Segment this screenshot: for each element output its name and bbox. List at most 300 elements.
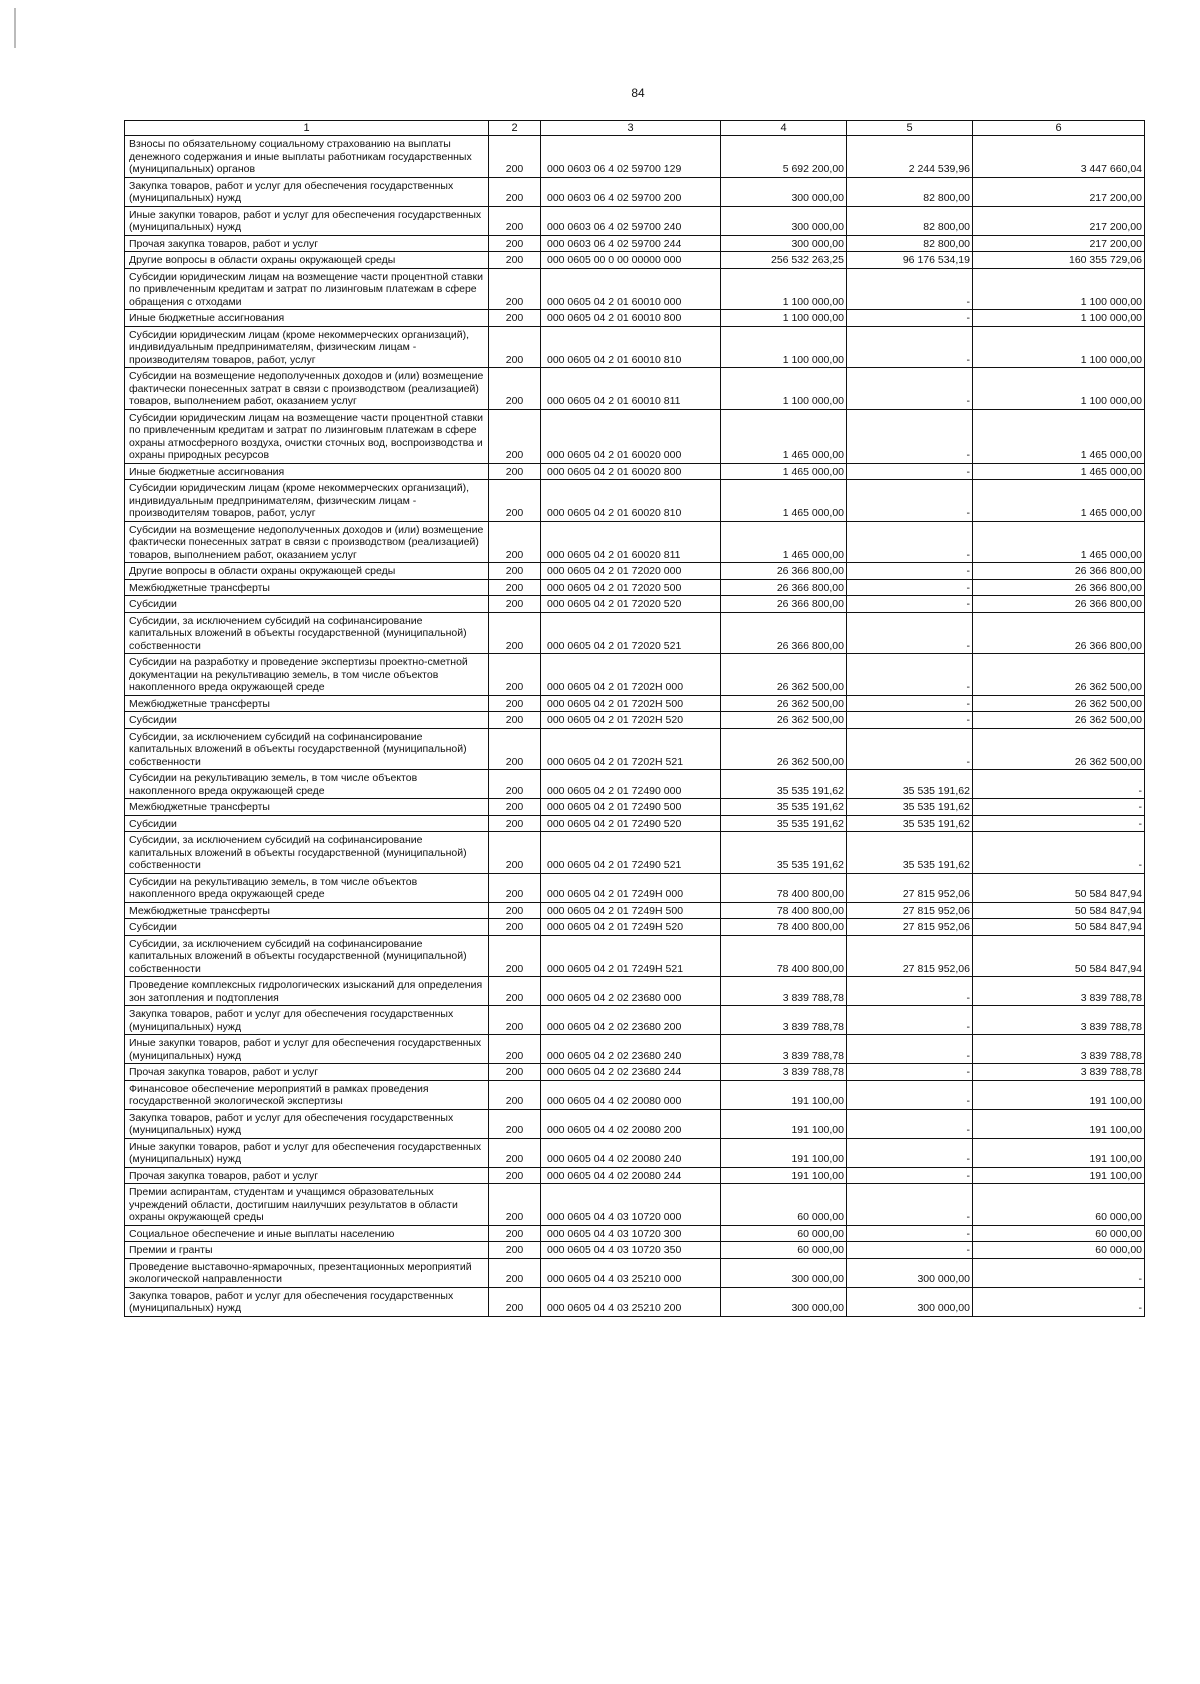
row-budget-classification-code: 000 0605 04 2 01 60020 811 bbox=[541, 521, 721, 563]
row-budget-classification-code: 000 0605 04 2 01 72020 500 bbox=[541, 579, 721, 596]
row-budget-classification-code: 000 0605 04 4 03 25210 200 bbox=[541, 1287, 721, 1316]
row-executed-amount: - bbox=[847, 1064, 973, 1081]
row-description: Прочая закупка товаров, работ и услуг bbox=[125, 235, 489, 252]
table-row bbox=[125, 832, 1145, 874]
row-executed-amount: - bbox=[847, 695, 973, 712]
row-executed-amount: 27 815 952,06 bbox=[847, 873, 973, 902]
table-row bbox=[125, 579, 1145, 596]
table-row bbox=[125, 1138, 1145, 1167]
table-row bbox=[125, 1109, 1145, 1138]
row-budget-classification-code: 000 0603 06 4 02 59700 244 bbox=[541, 235, 721, 252]
row-unexecuted-amount: 3 839 788,78 bbox=[973, 1064, 1145, 1081]
column-header: 3 bbox=[541, 121, 721, 136]
row-executed-amount: - bbox=[847, 326, 973, 368]
row-line-code: 200 bbox=[489, 596, 541, 613]
row-description: Субсидии юридическим лицам на возмещение части процентной ставки по привлеченным кредитам и затрат по лизинговым платежам в сфере охраны атмосферного воздуха, очистки сточных вод, воспроизводства и охраны природных ресурсов bbox=[125, 409, 489, 463]
row-executed-amount: - bbox=[847, 654, 973, 696]
row-approved-amount: 35 535 191,62 bbox=[721, 815, 847, 832]
table-body bbox=[125, 136, 1145, 1317]
row-line-code: 200 bbox=[489, 1035, 541, 1064]
row-executed-amount: - bbox=[847, 268, 973, 310]
table-row bbox=[125, 654, 1145, 696]
row-budget-classification-code: 000 0605 04 2 01 60010 811 bbox=[541, 368, 721, 410]
row-budget-classification-code: 000 0605 04 2 01 7249Н 000 bbox=[541, 873, 721, 902]
row-unexecuted-amount: 1 100 000,00 bbox=[973, 368, 1145, 410]
row-description: Финансовое обеспечение мероприятий в рамках проведения государственной экологической экспертизы bbox=[125, 1080, 489, 1109]
row-approved-amount: 191 100,00 bbox=[721, 1138, 847, 1167]
row-approved-amount: 5 692 200,00 bbox=[721, 136, 847, 178]
row-unexecuted-amount: 1 465 000,00 bbox=[973, 409, 1145, 463]
row-approved-amount: 256 532 263,25 bbox=[721, 252, 847, 269]
row-line-code: 200 bbox=[489, 1064, 541, 1081]
row-executed-amount: - bbox=[847, 1080, 973, 1109]
row-approved-amount: 26 366 800,00 bbox=[721, 563, 847, 580]
row-unexecuted-amount: 160 355 729,06 bbox=[973, 252, 1145, 269]
row-line-code: 200 bbox=[489, 919, 541, 936]
row-approved-amount: 300 000,00 bbox=[721, 235, 847, 252]
row-description: Закупка товаров, работ и услуг для обеспечения государственных (муниципальных) нужд bbox=[125, 1287, 489, 1316]
row-approved-amount: 300 000,00 bbox=[721, 1258, 847, 1287]
row-budget-classification-code: 000 0605 04 2 01 72020 521 bbox=[541, 612, 721, 654]
row-line-code: 200 bbox=[489, 695, 541, 712]
row-description: Субсидии, за исключением субсидий на софинансирование капитальных вложений в объекты государственной (муниципальной) собственности bbox=[125, 935, 489, 977]
row-line-code: 200 bbox=[489, 177, 541, 206]
row-line-code: 200 bbox=[489, 463, 541, 480]
table-row bbox=[125, 799, 1145, 816]
table-row bbox=[125, 712, 1145, 729]
row-budget-classification-code: 000 0605 04 4 02 20080 000 bbox=[541, 1080, 721, 1109]
table-row bbox=[125, 235, 1145, 252]
row-approved-amount: 60 000,00 bbox=[721, 1225, 847, 1242]
table-row bbox=[125, 695, 1145, 712]
row-budget-classification-code: 000 0605 04 4 03 10720 350 bbox=[541, 1242, 721, 1259]
row-description: Иные закупки товаров, работ и услуг для обеспечения государственных (муниципальных) нужд bbox=[125, 1138, 489, 1167]
row-approved-amount: 78 400 800,00 bbox=[721, 935, 847, 977]
column-header: 6 bbox=[973, 121, 1145, 136]
row-executed-amount: - bbox=[847, 480, 973, 522]
row-budget-classification-code: 000 0605 04 2 01 60020 810 bbox=[541, 480, 721, 522]
table-row bbox=[125, 1035, 1145, 1064]
row-executed-amount: - bbox=[847, 310, 973, 327]
row-executed-amount: 300 000,00 bbox=[847, 1258, 973, 1287]
row-description: Социальное обеспечение и иные выплаты населению bbox=[125, 1225, 489, 1242]
row-executed-amount: - bbox=[847, 1035, 973, 1064]
row-line-code: 200 bbox=[489, 235, 541, 252]
row-description: Субсидии bbox=[125, 815, 489, 832]
row-executed-amount: - bbox=[847, 596, 973, 613]
row-budget-classification-code: 000 0605 04 2 02 23680 240 bbox=[541, 1035, 721, 1064]
row-approved-amount: 60 000,00 bbox=[721, 1242, 847, 1259]
row-executed-amount: - bbox=[847, 1225, 973, 1242]
row-executed-amount: 35 535 191,62 bbox=[847, 799, 973, 816]
row-unexecuted-amount: 60 000,00 bbox=[973, 1225, 1145, 1242]
row-description: Субсидии, за исключением субсидий на софинансирование капитальных вложений в объекты государственной (муниципальной) собственности bbox=[125, 728, 489, 770]
row-unexecuted-amount: 26 366 800,00 bbox=[973, 579, 1145, 596]
row-description: Закупка товаров, работ и услуг для обеспечения государственных (муниципальных) нужд bbox=[125, 177, 489, 206]
row-line-code: 200 bbox=[489, 1258, 541, 1287]
row-description: Субсидии, за исключением субсидий на софинансирование капитальных вложений в объекты государственной (муниципальной) собственности bbox=[125, 612, 489, 654]
table-row bbox=[125, 1258, 1145, 1287]
row-unexecuted-amount: 1 100 000,00 bbox=[973, 326, 1145, 368]
row-executed-amount: 35 535 191,62 bbox=[847, 770, 973, 799]
row-line-code: 200 bbox=[489, 579, 541, 596]
row-budget-classification-code: 000 0605 04 4 02 20080 240 bbox=[541, 1138, 721, 1167]
row-budget-classification-code: 000 0605 04 2 01 72490 521 bbox=[541, 832, 721, 874]
row-unexecuted-amount: 26 362 500,00 bbox=[973, 712, 1145, 729]
row-budget-classification-code: 000 0605 04 2 01 60010 810 bbox=[541, 326, 721, 368]
row-budget-classification-code: 000 0605 04 4 03 25210 000 bbox=[541, 1258, 721, 1287]
row-approved-amount: 26 362 500,00 bbox=[721, 728, 847, 770]
row-description: Иные закупки товаров, работ и услуг для обеспечения государственных (муниципальных) нужд bbox=[125, 1035, 489, 1064]
row-unexecuted-amount: 3 839 788,78 bbox=[973, 1006, 1145, 1035]
row-description: Прочая закупка товаров, работ и услуг bbox=[125, 1167, 489, 1184]
row-description: Субсидии bbox=[125, 712, 489, 729]
row-budget-classification-code: 000 0605 00 0 00 00000 000 bbox=[541, 252, 721, 269]
row-line-code: 200 bbox=[489, 1109, 541, 1138]
row-description: Субсидии bbox=[125, 596, 489, 613]
row-budget-classification-code: 000 0605 04 2 01 7202Н 000 bbox=[541, 654, 721, 696]
row-description: Взносы по обязательному социальному страхованию на выплаты денежного содержания и иные выплаты работникам государственных (муниципальных) органов bbox=[125, 136, 489, 178]
row-unexecuted-amount: 191 100,00 bbox=[973, 1167, 1145, 1184]
row-unexecuted-amount: 26 366 800,00 bbox=[973, 612, 1145, 654]
row-line-code: 200 bbox=[489, 1080, 541, 1109]
table-row bbox=[125, 480, 1145, 522]
table-row bbox=[125, 873, 1145, 902]
row-executed-amount: - bbox=[847, 1184, 973, 1226]
row-description: Межбюджетные трансферты bbox=[125, 902, 489, 919]
row-approved-amount: 1 465 000,00 bbox=[721, 463, 847, 480]
row-budget-classification-code: 000 0605 04 2 01 72490 520 bbox=[541, 815, 721, 832]
row-executed-amount: 27 815 952,06 bbox=[847, 919, 973, 936]
row-executed-amount: - bbox=[847, 463, 973, 480]
row-executed-amount: 82 800,00 bbox=[847, 177, 973, 206]
row-approved-amount: 26 362 500,00 bbox=[721, 654, 847, 696]
table-row bbox=[125, 770, 1145, 799]
table-row bbox=[125, 206, 1145, 235]
row-executed-amount: 300 000,00 bbox=[847, 1287, 973, 1316]
row-approved-amount: 1 100 000,00 bbox=[721, 310, 847, 327]
row-line-code: 200 bbox=[489, 799, 541, 816]
table-row bbox=[125, 728, 1145, 770]
row-unexecuted-amount: 50 584 847,94 bbox=[973, 873, 1145, 902]
row-line-code: 200 bbox=[489, 815, 541, 832]
row-unexecuted-amount: 191 100,00 bbox=[973, 1080, 1145, 1109]
row-line-code: 200 bbox=[489, 521, 541, 563]
budget-table bbox=[124, 120, 1145, 1317]
table-row bbox=[125, 1064, 1145, 1081]
row-line-code: 200 bbox=[489, 368, 541, 410]
row-description: Иные бюджетные ассигнования bbox=[125, 463, 489, 480]
table-row bbox=[125, 310, 1145, 327]
scan-edge-mark bbox=[14, 8, 16, 48]
table-row bbox=[125, 409, 1145, 463]
row-executed-amount: - bbox=[847, 1006, 973, 1035]
row-executed-amount: 96 176 534,19 bbox=[847, 252, 973, 269]
row-description: Закупка товаров, работ и услуг для обеспечения государственных (муниципальных) нужд bbox=[125, 1006, 489, 1035]
table-row bbox=[125, 815, 1145, 832]
row-unexecuted-amount: - bbox=[973, 1258, 1145, 1287]
row-unexecuted-amount: 191 100,00 bbox=[973, 1109, 1145, 1138]
row-unexecuted-amount: 191 100,00 bbox=[973, 1138, 1145, 1167]
column-header: 2 bbox=[489, 121, 541, 136]
row-description: Межбюджетные трансферты bbox=[125, 695, 489, 712]
row-description: Субсидии на рекультивацию земель, в том числе объектов накопленного вреда окружающей среде bbox=[125, 873, 489, 902]
row-unexecuted-amount: 26 366 800,00 bbox=[973, 563, 1145, 580]
row-budget-classification-code: 000 0605 04 2 01 60020 800 bbox=[541, 463, 721, 480]
row-description: Премии аспирантам, студентам и учащимся образовательных учреждений области, достигшим наилучших результатов в области охраны окружающей среды bbox=[125, 1184, 489, 1226]
row-unexecuted-amount: 50 584 847,94 bbox=[973, 919, 1145, 936]
row-description: Субсидии, за исключением субсидий на софинансирование капитальных вложений в объекты государственной (муниципальной) собственности bbox=[125, 832, 489, 874]
row-executed-amount: - bbox=[847, 1167, 973, 1184]
row-budget-classification-code: 000 0605 04 2 01 7249Н 500 bbox=[541, 902, 721, 919]
row-line-code: 200 bbox=[489, 712, 541, 729]
row-approved-amount: 1 465 000,00 bbox=[721, 409, 847, 463]
row-line-code: 200 bbox=[489, 728, 541, 770]
row-unexecuted-amount: 26 366 800,00 bbox=[973, 596, 1145, 613]
column-header: 4 bbox=[721, 121, 847, 136]
row-executed-amount: 27 815 952,06 bbox=[847, 902, 973, 919]
row-budget-classification-code: 000 0603 06 4 02 59700 240 bbox=[541, 206, 721, 235]
row-budget-classification-code: 000 0605 04 2 01 60020 000 bbox=[541, 409, 721, 463]
row-description: Субсидии на возмещение недополученных доходов и (или) возмещение фактически понесенных затрат в связи с производством (реализацией) товаров, выполнением работ, оказанием услуг bbox=[125, 521, 489, 563]
row-budget-classification-code: 000 0605 04 2 02 23680 000 bbox=[541, 977, 721, 1006]
row-line-code: 200 bbox=[489, 832, 541, 874]
row-line-code: 200 bbox=[489, 1006, 541, 1035]
row-executed-amount: - bbox=[847, 1138, 973, 1167]
table-row bbox=[125, 1080, 1145, 1109]
row-line-code: 200 bbox=[489, 409, 541, 463]
row-executed-amount: - bbox=[847, 579, 973, 596]
row-approved-amount: 78 400 800,00 bbox=[721, 873, 847, 902]
row-budget-classification-code: 000 0605 04 2 01 60010 000 bbox=[541, 268, 721, 310]
page-number: 84 bbox=[631, 86, 645, 100]
column-header: 5 bbox=[847, 121, 973, 136]
row-unexecuted-amount: 60 000,00 bbox=[973, 1184, 1145, 1226]
row-unexecuted-amount: 1 100 000,00 bbox=[973, 268, 1145, 310]
row-budget-classification-code: 000 0603 06 4 02 59700 129 bbox=[541, 136, 721, 178]
row-budget-classification-code: 000 0605 04 2 01 7202Н 520 bbox=[541, 712, 721, 729]
row-approved-amount: 78 400 800,00 bbox=[721, 902, 847, 919]
row-description: Иные бюджетные ассигнования bbox=[125, 310, 489, 327]
row-approved-amount: 35 535 191,62 bbox=[721, 832, 847, 874]
row-executed-amount: - bbox=[847, 409, 973, 463]
row-unexecuted-amount: - bbox=[973, 799, 1145, 816]
row-unexecuted-amount: - bbox=[973, 770, 1145, 799]
row-approved-amount: 26 362 500,00 bbox=[721, 695, 847, 712]
row-executed-amount: - bbox=[847, 563, 973, 580]
row-line-code: 200 bbox=[489, 977, 541, 1006]
row-description: Субсидии юридическим лицам (кроме некоммерческих организаций), индивидуальным предпринимателям, физическим лицам - производителям товаров, работ, услуг bbox=[125, 326, 489, 368]
row-approved-amount: 26 366 800,00 bbox=[721, 612, 847, 654]
table-row bbox=[125, 1242, 1145, 1259]
row-approved-amount: 60 000,00 bbox=[721, 1184, 847, 1226]
row-description: Проведение комплексных гидрологических изысканий для определения зон затопления и подтопления bbox=[125, 977, 489, 1006]
row-line-code: 200 bbox=[489, 326, 541, 368]
row-approved-amount: 78 400 800,00 bbox=[721, 919, 847, 936]
row-approved-amount: 35 535 191,62 bbox=[721, 770, 847, 799]
row-approved-amount: 1 465 000,00 bbox=[721, 480, 847, 522]
row-approved-amount: 26 366 800,00 bbox=[721, 596, 847, 613]
row-line-code: 200 bbox=[489, 1167, 541, 1184]
row-budget-classification-code: 000 0605 04 4 03 10720 300 bbox=[541, 1225, 721, 1242]
row-line-code: 200 bbox=[489, 1138, 541, 1167]
row-budget-classification-code: 000 0605 04 2 01 72020 000 bbox=[541, 563, 721, 580]
row-line-code: 200 bbox=[489, 612, 541, 654]
row-approved-amount: 35 535 191,62 bbox=[721, 799, 847, 816]
row-line-code: 200 bbox=[489, 1184, 541, 1226]
row-line-code: 200 bbox=[489, 206, 541, 235]
row-executed-amount: - bbox=[847, 368, 973, 410]
row-executed-amount: 35 535 191,62 bbox=[847, 815, 973, 832]
row-approved-amount: 300 000,00 bbox=[721, 206, 847, 235]
row-description: Субсидии bbox=[125, 919, 489, 936]
row-budget-classification-code: 000 0605 04 2 01 7202Н 500 bbox=[541, 695, 721, 712]
table-row bbox=[125, 368, 1145, 410]
row-description: Субсидии на рекультивацию земель, в том числе объектов накопленного вреда окружающей среде bbox=[125, 770, 489, 799]
row-executed-amount: - bbox=[847, 1109, 973, 1138]
row-line-code: 200 bbox=[489, 268, 541, 310]
row-unexecuted-amount: 26 362 500,00 bbox=[973, 654, 1145, 696]
row-description: Межбюджетные трансферты bbox=[125, 799, 489, 816]
row-line-code: 200 bbox=[489, 310, 541, 327]
row-line-code: 200 bbox=[489, 252, 541, 269]
row-unexecuted-amount: 50 584 847,94 bbox=[973, 902, 1145, 919]
row-description: Проведение выставочно-ярмарочных, презентационных мероприятий экологической направленности bbox=[125, 1258, 489, 1287]
row-unexecuted-amount: 217 200,00 bbox=[973, 206, 1145, 235]
row-line-code: 200 bbox=[489, 136, 541, 178]
row-approved-amount: 3 839 788,78 bbox=[721, 1035, 847, 1064]
table-row bbox=[125, 326, 1145, 368]
row-approved-amount: 26 366 800,00 bbox=[721, 579, 847, 596]
row-description: Субсидии на возмещение недополученных доходов и (или) возмещение фактически понесенных затрат в связи с производством (реализацией) товаров, выполнением работ, оказанием услуг bbox=[125, 368, 489, 410]
row-executed-amount: - bbox=[847, 728, 973, 770]
row-executed-amount: 82 800,00 bbox=[847, 235, 973, 252]
column-number-row bbox=[125, 121, 1145, 136]
table-row bbox=[125, 252, 1145, 269]
table-row bbox=[125, 521, 1145, 563]
row-executed-amount: 2 244 539,96 bbox=[847, 136, 973, 178]
row-budget-classification-code: 000 0605 04 2 01 7249Н 520 bbox=[541, 919, 721, 936]
row-description: Другие вопросы в области охраны окружающей среды bbox=[125, 563, 489, 580]
row-approved-amount: 300 000,00 bbox=[721, 1287, 847, 1316]
row-budget-classification-code: 000 0605 04 2 01 60010 800 bbox=[541, 310, 721, 327]
table-row bbox=[125, 612, 1145, 654]
table-row bbox=[125, 136, 1145, 178]
row-executed-amount: - bbox=[847, 521, 973, 563]
row-budget-classification-code: 000 0605 04 2 01 7249Н 521 bbox=[541, 935, 721, 977]
row-unexecuted-amount: 50 584 847,94 bbox=[973, 935, 1145, 977]
row-unexecuted-amount: 1 100 000,00 bbox=[973, 310, 1145, 327]
table-row bbox=[125, 596, 1145, 613]
row-approved-amount: 1 100 000,00 bbox=[721, 326, 847, 368]
row-budget-classification-code: 000 0605 04 2 01 72490 000 bbox=[541, 770, 721, 799]
row-line-code: 200 bbox=[489, 770, 541, 799]
row-line-code: 200 bbox=[489, 563, 541, 580]
row-unexecuted-amount: 217 200,00 bbox=[973, 177, 1145, 206]
row-approved-amount: 191 100,00 bbox=[721, 1109, 847, 1138]
row-approved-amount: 191 100,00 bbox=[721, 1080, 847, 1109]
row-description: Премии и гранты bbox=[125, 1242, 489, 1259]
row-line-code: 200 bbox=[489, 1225, 541, 1242]
row-approved-amount: 191 100,00 bbox=[721, 1167, 847, 1184]
row-unexecuted-amount: 1 465 000,00 bbox=[973, 463, 1145, 480]
row-line-code: 200 bbox=[489, 1242, 541, 1259]
row-description: Межбюджетные трансферты bbox=[125, 579, 489, 596]
row-description: Закупка товаров, работ и услуг для обеспечения государственных (муниципальных) нужд bbox=[125, 1109, 489, 1138]
row-budget-classification-code: 000 0605 04 2 02 23680 200 bbox=[541, 1006, 721, 1035]
row-description: Иные закупки товаров, работ и услуг для обеспечения государственных (муниципальных) нужд bbox=[125, 206, 489, 235]
row-line-code: 200 bbox=[489, 480, 541, 522]
row-approved-amount: 1 465 000,00 bbox=[721, 521, 847, 563]
row-description: Другие вопросы в области охраны окружающей среды bbox=[125, 252, 489, 269]
table-row bbox=[125, 977, 1145, 1006]
row-approved-amount: 26 362 500,00 bbox=[721, 712, 847, 729]
row-executed-amount: 27 815 952,06 bbox=[847, 935, 973, 977]
row-approved-amount: 3 839 788,78 bbox=[721, 1064, 847, 1081]
row-budget-classification-code: 000 0605 04 2 01 7202Н 521 bbox=[541, 728, 721, 770]
row-budget-classification-code: 000 0605 04 2 01 72020 520 bbox=[541, 596, 721, 613]
row-executed-amount: 35 535 191,62 bbox=[847, 832, 973, 874]
row-description: Субсидии на разработку и проведение экспертизы проектно-сметной документации на рекультивацию земель, в том числе объектов накопленного вреда окружающей среде bbox=[125, 654, 489, 696]
row-executed-amount: - bbox=[847, 612, 973, 654]
table-row bbox=[125, 935, 1145, 977]
table-row bbox=[125, 1225, 1145, 1242]
row-budget-classification-code: 000 0605 04 4 02 20080 244 bbox=[541, 1167, 721, 1184]
table-row bbox=[125, 1287, 1145, 1316]
row-description: Субсидии юридическим лицам (кроме некоммерческих организаций), индивидуальным предпринимателям, физическим лицам - производителям товаров, работ, услуг bbox=[125, 480, 489, 522]
row-unexecuted-amount: 26 362 500,00 bbox=[973, 728, 1145, 770]
column-header: 1 bbox=[125, 121, 489, 136]
table-row bbox=[125, 563, 1145, 580]
row-line-code: 200 bbox=[489, 1287, 541, 1316]
row-line-code: 200 bbox=[489, 935, 541, 977]
table-row bbox=[125, 1184, 1145, 1226]
row-approved-amount: 1 100 000,00 bbox=[721, 368, 847, 410]
row-line-code: 200 bbox=[489, 902, 541, 919]
table-row bbox=[125, 177, 1145, 206]
table-row bbox=[125, 1006, 1145, 1035]
table-row bbox=[125, 902, 1145, 919]
row-budget-classification-code: 000 0605 04 4 03 10720 000 bbox=[541, 1184, 721, 1226]
row-unexecuted-amount: 217 200,00 bbox=[973, 235, 1145, 252]
budget-table-container bbox=[124, 120, 1144, 1317]
table-row bbox=[125, 1167, 1145, 1184]
row-unexecuted-amount: 3 839 788,78 bbox=[973, 977, 1145, 1006]
row-description: Прочая закупка товаров, работ и услуг bbox=[125, 1064, 489, 1081]
row-unexecuted-amount: 1 465 000,00 bbox=[973, 521, 1145, 563]
row-unexecuted-amount: 26 362 500,00 bbox=[973, 695, 1145, 712]
table-row bbox=[125, 463, 1145, 480]
row-budget-classification-code: 000 0605 04 4 02 20080 200 bbox=[541, 1109, 721, 1138]
row-budget-classification-code: 000 0603 06 4 02 59700 200 bbox=[541, 177, 721, 206]
row-line-code: 200 bbox=[489, 654, 541, 696]
row-budget-classification-code: 000 0605 04 2 01 72490 500 bbox=[541, 799, 721, 816]
table-row bbox=[125, 919, 1145, 936]
row-line-code: 200 bbox=[489, 873, 541, 902]
row-executed-amount: - bbox=[847, 1242, 973, 1259]
table-row bbox=[125, 268, 1145, 310]
row-unexecuted-amount: 60 000,00 bbox=[973, 1242, 1145, 1259]
row-approved-amount: 3 839 788,78 bbox=[721, 1006, 847, 1035]
row-unexecuted-amount: - bbox=[973, 1287, 1145, 1316]
row-executed-amount: - bbox=[847, 712, 973, 729]
row-unexecuted-amount: 3 839 788,78 bbox=[973, 1035, 1145, 1064]
row-unexecuted-amount: - bbox=[973, 815, 1145, 832]
row-budget-classification-code: 000 0605 04 2 02 23680 244 bbox=[541, 1064, 721, 1081]
row-approved-amount: 300 000,00 bbox=[721, 177, 847, 206]
row-unexecuted-amount: 1 465 000,00 bbox=[973, 480, 1145, 522]
row-approved-amount: 1 100 000,00 bbox=[721, 268, 847, 310]
